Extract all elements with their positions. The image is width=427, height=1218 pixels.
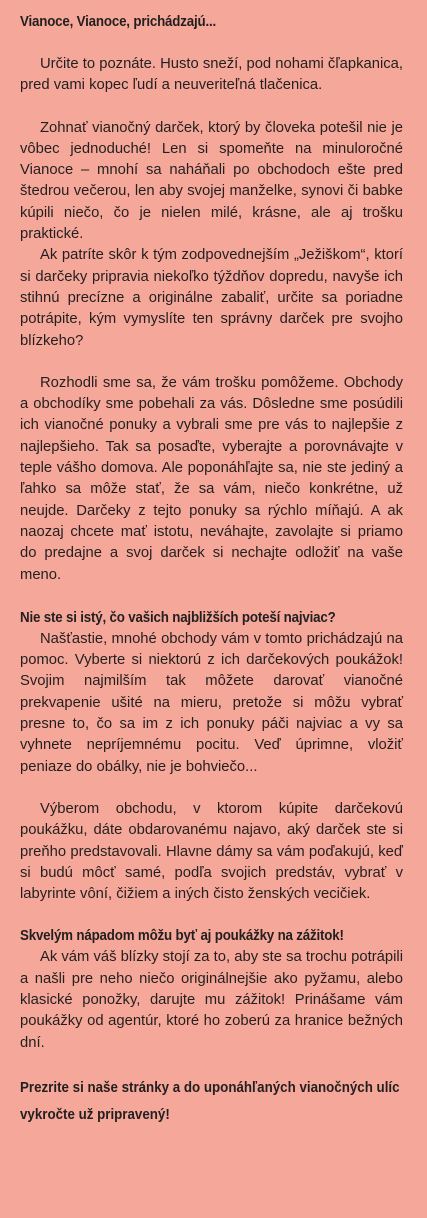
spacer	[20, 97, 403, 118]
spacer	[20, 352, 403, 373]
intro-paragraph-1: Určite to poznáte. Husto sneží, pod nohami čľapkanica, pred vami kopec ľudí a neuveriteľná tlačenica.	[20, 56, 403, 94]
section2-paragraph-1: Ak vám váš blízky stojí za to, aby ste sa trochu potrápili a našli pre neho niečo originálnejšie ako pyžamu, alebo klasické ponožky, darujte mu zážitok! Prinášame vám poukážky od agentúr, ktoré ho zoberú za hranice bežných dní.	[20, 949, 403, 1051]
spacer	[20, 586, 403, 607]
section1-heading: Nie ste si istý, čo vašich najbližších poteší najviac?	[20, 609, 336, 626]
intro-paragraph-2: Zohnať vianočný darček, ktorý by človeka potešil nie je vôbec jednoduché! Len si spomeňte na minuloročné Vianoce – mnohí sa naháňali po obchodoch ešte pred štedrou večerou, len aby svojej manželke, synovi či babke kúpili niečo, čo je nielen milé, krásne, ale aj trošku praktické.	[20, 119, 403, 243]
section2-heading: Skvelým nápadom môžu byť aj poukážky na zážitok!	[20, 928, 344, 945]
spacer	[20, 905, 403, 926]
spacer	[20, 1054, 403, 1075]
section1-paragraph-1: Našťastie, mnohé obchody vám v tomto prichádzajú na pomoc. Vyberte si niektorú z ich darčekových poukážok! Svojim najmilším tak môžete darovať vianočné prekvapenie ušité na mieru, pretože si môžu vybrať presne to, čo sa im z ich ponuky páči najviac a vy sa vyhnete nepríjemnému pocitu. Veď úprimne, vložiť peniaze do obálky, nie je bohviečo...	[20, 630, 403, 775]
spacer	[20, 778, 403, 799]
spacer	[20, 33, 403, 54]
article-title: Vianoce, Vianoce, prichádzajú...	[20, 14, 217, 30]
intro-paragraph-4: Rozhodli sme sa, že vám trošku pomôžeme. Obchody a obchodíky sme pobehali za vás. Dôsledne sme posúdili ich vianočné ponuky a vybrali sme pre vás to najlepšie z najlepšieho. Tak sa posaďte, vyberajte a porovnávajte v teple vášho domova. Ale poponáhľajte sa, nie ste jediný a ľahko sa môže stať, že sa vám, niečo konkrétne, už neujde. Darčeky z tejto ponuky sa rýchlo míňajú. A ak naozaj chcete mať istotu, neváhajte, zavolajte si priamo do predajne a svoj darček si nechajte odložiť na vaše meno.	[20, 374, 403, 583]
closing-callout: Prezrite si naše stránky a do uponáhľaných vianočných ulíc vykročte už pripravený!	[20, 1079, 400, 1123]
section1-paragraph-2: Výberom obchodu, v ktorom kúpite darčekovú poukážku, dáte obdarovanému najavo, aký darček ste si preňho predstavovali. Hlavne dámy sa vám poďakujú, keď si budú môcť samé, podľa svojich predstáv, vybrať v labyrinte vôní, čižiem a iných čisto ženských vecičiek.	[20, 800, 403, 903]
intro-paragraph-3: Ak patríte skôr k tým zodpovednejším „Ježiškom“, ktorí si darčeky pripravia niekoľko týždňov dopredu, navyše ich stihnú precízne a originálne zabaliť, určite sa poriadne potrápite, kým vymyslíte ten správny darček pre svojho blízkeho?	[20, 247, 403, 349]
